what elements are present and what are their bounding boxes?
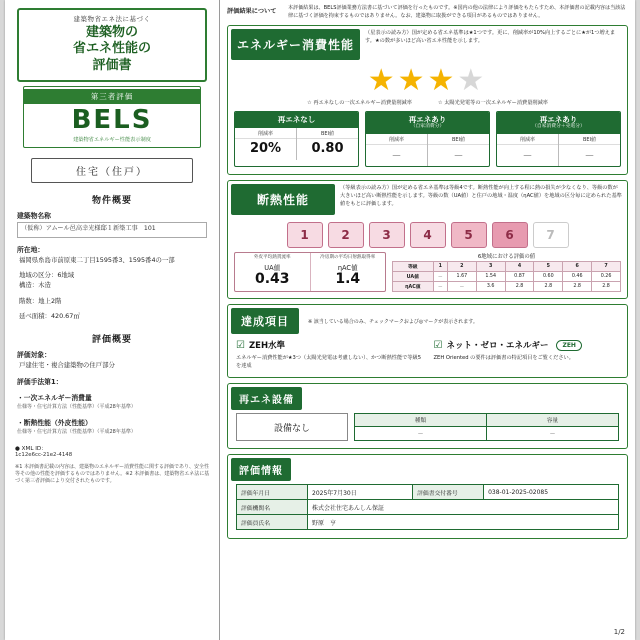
insulation-panel-desc: （等級表示の読み方）国が定める省エネ基準は等級4です。断熱性能が向上する程に熱の損失が少なくなり、等級の数が大きいほど高い断熱性能を示します。等級の数（UA値）と住戸の地域・温度（ηAC値）を地域の区分毎に定められた基準値をもとに評価します。 <box>340 185 622 207</box>
energy-reduction-label-3: 削減率 <box>497 136 558 145</box>
eval-org-value: 株式会社住宅あんしん保証 <box>308 500 619 515</box>
energy-panel-desc: （星表示の読み方）国が定める省エネ基準は★1つです。更に、削減率が10%向上するごとに★が1つ増えます。★の数が多いほど高い省エネ性能を示します。 <box>365 30 616 45</box>
region-criteria-table <box>392 261 621 292</box>
region-row1-v2: 3.6 <box>476 282 505 292</box>
insulation-performance-panel <box>227 180 628 299</box>
region-row0-v5: 0.46 <box>563 272 592 282</box>
ua-cell <box>235 253 310 291</box>
checkbox-checked-icon: ☑ <box>236 339 245 351</box>
achievement-panel <box>227 304 628 378</box>
eta-name: ηAC値 <box>337 264 358 273</box>
region-hd-1: 1 <box>433 262 447 272</box>
star-3: ★ <box>427 63 458 99</box>
grade-3: 3 <box>369 222 405 248</box>
star-legend-left: ☆ 再エネなしの一次エネルギー消費量削減率 <box>307 99 412 106</box>
eta-caption: 冷房期の平均日射熱取得率 <box>320 255 376 261</box>
bels-note: 建築物省エネルギー性能表示制度 <box>73 136 151 143</box>
table-row-header <box>393 262 621 272</box>
field-floors-label: 階数：地上2階 <box>19 296 62 305</box>
renewable-equipment-none: 設備なし <box>236 413 348 441</box>
field-building-name <box>17 210 207 238</box>
renewable-equipment-title: 再エネ設備 <box>231 387 302 410</box>
eval-org-label: 評価機関名 <box>237 500 308 515</box>
header-title <box>21 25 203 74</box>
region-row0-v1: 1.67 <box>447 272 476 282</box>
eval-number-label: 評価書交付番号 <box>413 485 484 500</box>
table-row <box>237 515 619 530</box>
summary-insulation-label: ・断熱性能（外皮性能） <box>17 419 92 428</box>
region-hd-4: 4 <box>505 262 534 272</box>
summary-target-label: 評価対象： <box>17 350 51 359</box>
evaluation-summary-title: 評価概要 <box>91 334 132 345</box>
eval-date-value: 2025年7月30日 <box>308 485 413 500</box>
energy-column-renewable-self-body <box>366 134 489 166</box>
evaluation-result-note <box>227 5 628 20</box>
field-address <box>17 244 207 266</box>
xml-id-block <box>13 444 211 484</box>
energy-star-legend <box>228 99 627 106</box>
energy-columns <box>228 111 627 174</box>
renewable-header-capacity: 容量 <box>487 414 619 427</box>
eta-cell <box>310 253 386 291</box>
achievement-note: ※ 該当している場合のみ、チェックマークおよび◎マークが表示されます。 <box>308 318 478 325</box>
energy-column-no-renewable-head <box>235 112 358 128</box>
field-total-area <box>17 312 207 322</box>
energy-bei-value-3: － <box>584 151 595 163</box>
region-row0-v0: － <box>433 272 447 282</box>
checkbox-checked-icon-2: ☑ <box>433 339 443 351</box>
bels-logo: BELS <box>71 104 153 135</box>
energy-column-renewable-sell-body <box>497 134 620 166</box>
renewable-equipment-body <box>228 413 627 448</box>
header-subtitle: 建築物省エネ法に基づく <box>73 15 151 23</box>
energy-reduction-value-2: － <box>391 151 402 163</box>
region-row0-v4: 0.60 <box>534 272 563 282</box>
region-row1-v5: 2.8 <box>563 282 592 292</box>
energy-column-renewable-self-title: 再エネあり <box>408 114 447 124</box>
table-row-header <box>355 414 619 427</box>
energy-column-no-renewable-body <box>235 128 358 160</box>
achievement-item-zeh-level-sub: エネルギー消費性能が★3つ（太陽光発電は考慮しない）、かつ断熱性能で等級5を達成 <box>236 355 422 370</box>
energy-panel-head <box>228 26 627 63</box>
field-structure-value: 構造：木造 <box>19 280 51 289</box>
summary-primary-energy-value: 仕様等・住宅計算方法（性能基準）（平成28年基準） <box>17 404 136 411</box>
insulation-panel-title: 断熱性能 <box>231 184 335 215</box>
summary-insulation <box>17 417 207 436</box>
ua-eta-box <box>234 252 386 292</box>
energy-bei-cell-3 <box>558 134 620 166</box>
region-row1-v0: － <box>433 282 447 292</box>
field-address-value: 福岡県糸島市前原東二丁目1595番3、1595番4の一部 <box>19 255 175 264</box>
eval-date-label: 評価年月日 <box>237 485 308 500</box>
region-row0-v2: 1.54 <box>476 272 505 282</box>
energy-reduction-cell <box>235 128 296 160</box>
energy-column-renewable-sell-sub: （自家消費分＋売電分） <box>532 124 585 130</box>
star-2: ★ <box>397 63 428 99</box>
summary-insulation-value: 仕様等・住宅計算方法（性能基準）（平成28年基準） <box>17 429 136 436</box>
ua-name: UA値 <box>264 264 281 273</box>
achievement-item-net-zero <box>434 339 620 370</box>
energy-reduction-cell-2 <box>366 134 427 166</box>
page-number: 1/2 <box>613 628 625 636</box>
achievement-item-zeh-level <box>236 339 422 370</box>
region-hd-7: 7 <box>592 262 621 272</box>
renewable-value-type: － <box>355 427 487 441</box>
energy-column-no-renewable-title: 再エネなし <box>277 114 316 124</box>
region-hd-0: 等級 <box>393 262 434 272</box>
energy-bei-label: BEI値 <box>297 130 358 139</box>
energy-performance-panel <box>227 25 628 175</box>
energy-bei-cell <box>296 128 358 160</box>
grade-1: 1 <box>287 222 323 248</box>
region-caption: 6地域における評価の値 <box>477 254 536 261</box>
energy-column-renewable-sell-head <box>497 112 620 134</box>
achievement-item-zeh-level-label: ZEH水準 <box>248 341 286 352</box>
building-use-label: 住宅（住戸） <box>31 158 193 183</box>
header-title-line3: 評価書 <box>92 57 132 73</box>
grade-4: 4 <box>410 222 446 248</box>
table-row <box>237 500 619 515</box>
evaluation-info-head <box>228 455 627 484</box>
header-title-line1: 建築物の <box>85 25 138 40</box>
xml-id-label: ● XML ID： <box>15 446 47 453</box>
achievement-item-zeh-level-row <box>236 339 422 351</box>
header-title-line2: 省エネ性能の <box>72 41 151 57</box>
achievement-item-net-zero-sub: ZEH Oriented の要件は評価書の特記項目をご覧ください。 <box>433 355 574 362</box>
xml-id-note: ※1 本評価書記載の内容は、建築物のエネルギー消費性能に関する評価であり、安全性等その他の性能を評価するものではありません。※2 本評価書は、建築物省エネ法に基づく第三者評価により交付されたものです。 <box>15 463 210 484</box>
evaluation-summary-section <box>13 332 211 437</box>
energy-bei-label-2: BEI値 <box>428 136 489 145</box>
eta-value: 1.4 <box>335 271 361 288</box>
evaluation-info-panel <box>227 454 628 539</box>
zeh-badge: ZEH <box>556 340 581 351</box>
grade-6-selected: 6 <box>492 222 528 248</box>
star-legend-right: ☆ 太陽光発電等の一次エネルギー消費量削減率 <box>437 99 548 106</box>
energy-reduction-value: 20% <box>249 141 282 157</box>
eval-person-label: 評価員氏名 <box>237 515 308 530</box>
star-1: ★ <box>367 63 398 99</box>
region-row0-v3: 0.87 <box>505 272 534 282</box>
field-building-name-label: 建築物名称 <box>17 211 51 220</box>
energy-bei-value-2: － <box>453 151 464 163</box>
region-row1-v6: 2.8 <box>592 282 621 292</box>
achievement-item-net-zero-row <box>434 339 620 351</box>
table-row <box>393 272 621 282</box>
region-row1-name: ηAC値 <box>393 282 434 292</box>
renewable-header-type: 種類 <box>355 414 487 427</box>
eval-person-value: 野原 亨 <box>308 515 619 530</box>
energy-column-renewable-self-head <box>366 112 489 134</box>
summary-primary-energy <box>17 392 207 411</box>
energy-reduction-cell-3 <box>497 134 558 166</box>
region-hd-3: 3 <box>476 262 505 272</box>
region-hd-5: 5 <box>534 262 563 272</box>
eval-number-value: 038-01-2025-02085 <box>484 485 619 500</box>
insulation-panel-head <box>228 181 627 218</box>
ua-value: 0.43 <box>254 271 290 288</box>
achievement-title: 達成項目 <box>231 308 299 334</box>
region-row0-v6: 0.26 <box>592 272 621 282</box>
field-region-label: 地域の区分：6地域 <box>19 271 75 280</box>
energy-bei-cell-2 <box>427 134 489 166</box>
energy-bei-value: 0.80 <box>311 141 344 157</box>
region-hd-6: 6 <box>563 262 592 272</box>
energy-column-no-renewable <box>234 111 359 167</box>
star-4: ★ <box>457 63 488 99</box>
bels-logo-box <box>23 86 201 148</box>
evaluation-result-note-label: 評価結果について <box>227 8 277 15</box>
energy-reduction-label-2: 削減率 <box>366 136 427 145</box>
evaluation-info-title: 評価情報 <box>231 458 291 481</box>
renewable-equipment-head <box>228 384 627 413</box>
right-column <box>220 0 635 640</box>
property-overview-title: 物件概要 <box>91 195 132 206</box>
renewable-equipment-table <box>354 413 619 441</box>
region-row1-v3: 2.8 <box>505 282 534 292</box>
region-row1-v1: － <box>447 282 476 292</box>
summary-method-label: 評価手法第1： <box>17 378 63 387</box>
region-hd-2: 2 <box>447 262 476 272</box>
achievement-head <box>228 305 627 337</box>
summary-primary-energy-label: ・一次エネルギー消費量 <box>17 394 92 403</box>
renewable-value-capacity: － <box>487 427 619 441</box>
summary-target-value: 戸建住宅・複合建築物の住戸部分 <box>19 360 115 369</box>
ua-caption: 外皮平均熱貫流率 <box>253 255 291 261</box>
summary-target <box>17 349 207 371</box>
energy-column-renewable-self <box>365 111 490 167</box>
field-region <box>17 271 207 290</box>
field-building-name-value: （仮称）アムール邑高幸光様邸１新築工事 101 <box>17 222 207 238</box>
energy-column-renewable-sell-title: 再エネあり <box>539 114 578 124</box>
renewable-equipment-panel <box>227 383 628 449</box>
region-row1-v4: 2.8 <box>534 282 563 292</box>
insulation-grade-row <box>228 218 627 250</box>
bels-tag: 第三者評価 <box>24 89 200 104</box>
energy-reduction-value-3: － <box>522 151 533 163</box>
energy-column-renewable-self-sub: （自家消費分） <box>410 124 445 130</box>
field-total-area-label: 延べ面積：420.67㎡ <box>19 312 80 321</box>
xml-id-code: 1c12e6cc-21e2-4148 <box>15 452 73 459</box>
region-criteria-table-wrap <box>392 252 621 292</box>
achievement-item-net-zero-label: ネット・ゼロ・エネルギー <box>446 341 549 352</box>
energy-star-rating <box>228 65 627 97</box>
document-page <box>5 0 635 640</box>
insulation-values-row <box>228 250 627 298</box>
field-address-label: 所在地： <box>17 245 45 254</box>
evaluation-result-note-text: 本評価結果は、BELS評価業務方法書に基づいて評価を行ったものです。※国内の他の法律により評価をもたらすため、本評価書の記載内容は当該法律に基づく評価を拘束するものではありません。なお、建築物に取扱ができる項目があるものではありません。 <box>288 5 626 19</box>
grade-7: 7 <box>533 222 569 248</box>
left-column <box>5 0 220 640</box>
summary-method <box>17 376 207 386</box>
energy-column-renewable-sell <box>496 111 621 167</box>
table-row <box>355 427 619 441</box>
energy-panel-title: エネルギー消費性能 <box>231 29 360 60</box>
field-floors <box>17 297 207 307</box>
grade-5: 5 <box>451 222 487 248</box>
region-row0-name: UA値 <box>393 272 434 282</box>
table-row <box>393 282 621 292</box>
document-header <box>17 8 207 82</box>
table-row <box>237 485 619 500</box>
achievement-body <box>228 337 627 377</box>
grade-2: 2 <box>328 222 364 248</box>
property-overview-section <box>13 193 211 322</box>
energy-bei-label-3: BEI値 <box>559 136 620 145</box>
energy-reduction-label: 削減率 <box>235 130 296 139</box>
evaluation-info-table <box>236 484 619 530</box>
